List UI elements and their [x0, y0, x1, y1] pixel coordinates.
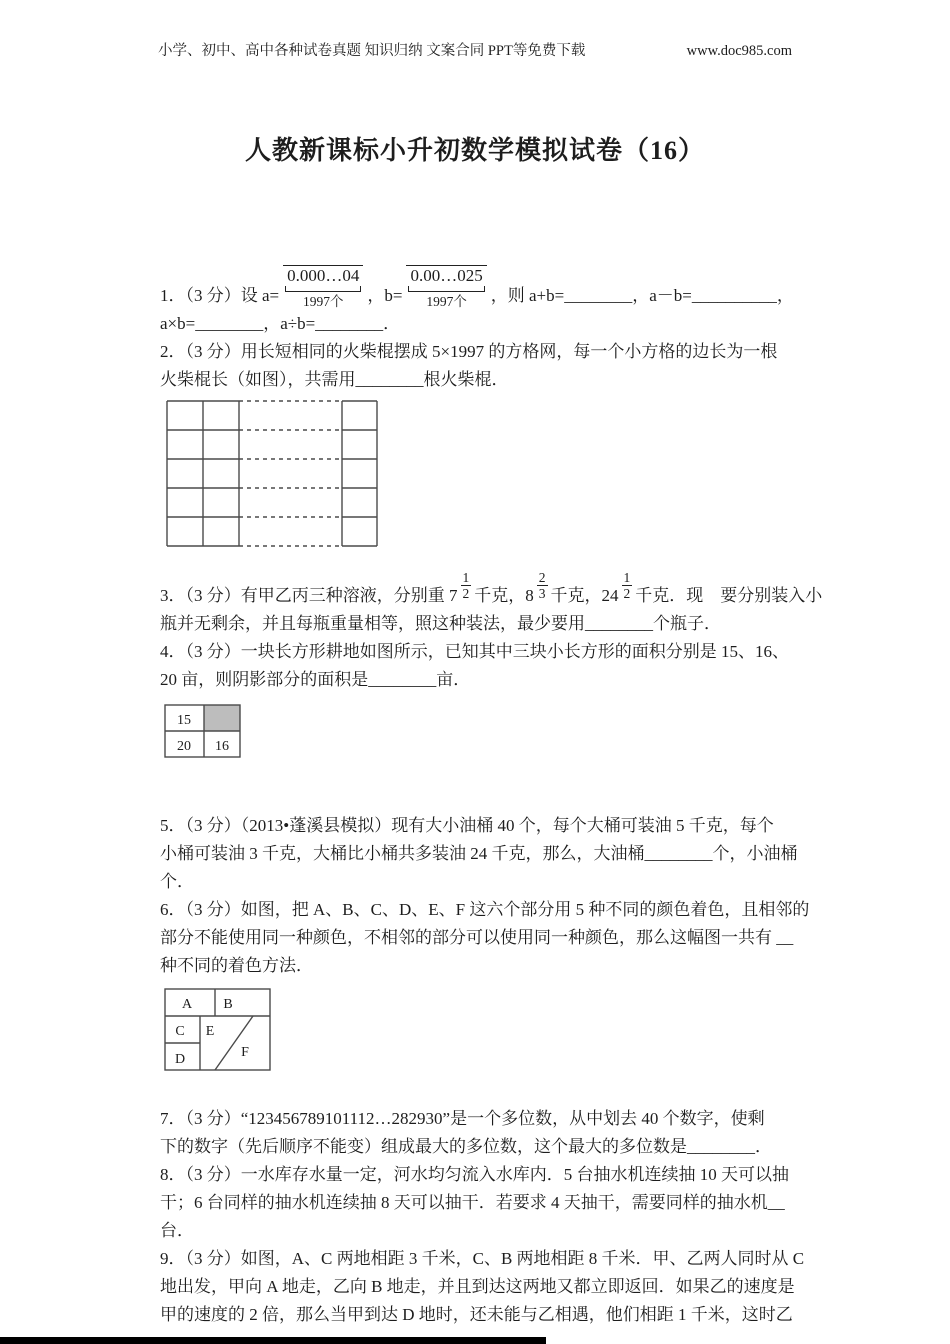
page-bottom-edge	[0, 1337, 546, 1344]
region-label-a: A	[181, 997, 193, 1012]
question-5-line-1: 5．（3 分）（2013•蓬溪县模拟）现有大小油桶 40 个，每个大桶可装油 5 千克，每个	[160, 816, 774, 835]
numerator: 1	[623, 570, 631, 585]
denominator: 2	[462, 586, 470, 601]
question-6	[160, 896, 825, 1081]
underbrace-icon	[285, 286, 361, 292]
denominator: 3	[538, 586, 546, 601]
region-label-d: D	[174, 1052, 186, 1067]
question-3-line-2: 瓶并无剩余，并且每瓶重量相等，照这种装法，最少要用________个瓶子．	[160, 614, 721, 633]
shaded-cell	[204, 705, 240, 731]
q1-value-a-count: 1997个	[303, 294, 344, 309]
q1-value-a	[283, 265, 363, 310]
question-6-line-1: 6．（3 分）如图，把 A、B、C、D、E、F 这六个部分用 5 种不同的颜色着色，且相邻的	[160, 900, 810, 919]
color-regions-figure	[164, 988, 825, 1081]
question-4-line-2: 20 亩，则阴影部分的面积是________亩．	[160, 670, 471, 689]
question-7-line-1: 7．（3 分）“123456789101112…282930”是一个多位数，从中划去 40 个数字，使剩	[160, 1109, 765, 1128]
fraction-one-half	[461, 570, 472, 601]
q1-value-a-number: 0.000…04	[283, 265, 363, 286]
site-url: www.doc985.com	[686, 43, 792, 59]
question-9-line-3: 甲的速度的 2 倍，那么当甲到达 D 地时，还未能与乙相遇，他们相距 1 千米，这时乙	[160, 1305, 793, 1324]
question-1-line-1	[160, 265, 825, 310]
numerator: 1	[462, 570, 470, 585]
question-3-line-1	[160, 570, 825, 610]
question-8-line-3: 台．	[160, 1221, 194, 1240]
q1-mid: ，b=	[367, 286, 403, 305]
q1-value-b-number: 0.00…025	[406, 265, 486, 286]
q3-seg1: 3．（3 分）有甲乙丙三种溶液，分别重 7	[160, 586, 458, 605]
q1-prefix: 1．（3 分）设 a=	[160, 286, 280, 305]
question-6-line-2: 部分不能使用同一种颜色，不相邻的部分可以使用同一种颜色，那么这幅图一共有 __	[160, 928, 794, 947]
question-3	[160, 570, 825, 638]
question-7	[160, 1105, 825, 1161]
exam-title: 人教新课标小升初数学模拟试卷（16）	[244, 136, 705, 165]
numerator: 2	[538, 570, 546, 585]
question-5-line-3: 个．	[160, 872, 194, 891]
question-4	[160, 638, 825, 768]
exam-body	[160, 265, 825, 1329]
question-8-line-1: 8．（3 分）一水库存水量一定，河水均匀流入水库内．5 台抽水机连续抽 10 天可以抽	[160, 1165, 789, 1184]
q1-value-b-count: 1997个	[426, 294, 467, 309]
area-20: 20	[177, 739, 191, 754]
region-label-c: C	[175, 1024, 185, 1039]
header-tagline: 小学、初中、高中各种试卷真题 知识归纳 文案合同 PPT等免费下载	[158, 43, 586, 59]
q3-seg3: 千克，24	[550, 586, 619, 605]
question-8	[160, 1161, 825, 1245]
question-9-line-2: 地出发，甲向 A 地走，乙向 B 地走，并且到达这两地又都立即返回．如果乙的速度是	[160, 1277, 795, 1296]
question-7-line-2: 下的数字（先后顺序不能变）组成最大的多位数，这个最大的多位数是________．	[160, 1137, 772, 1156]
area-16: 16	[215, 739, 229, 754]
q1-value-b	[406, 265, 486, 310]
q3-seg4: 千克．现 要分别装入小	[635, 586, 823, 605]
region-label-b: B	[223, 997, 233, 1012]
fraction-one-half	[622, 570, 633, 601]
page-header	[158, 42, 792, 60]
question-2-line-2: 火柴棍长（如图），共需用________根火柴棍．	[160, 370, 509, 389]
matchstick-grid-figure	[166, 400, 825, 556]
question-8-line-2: 干；6 台同样的抽水机连续抽 8 天可以抽干．若要求 4 天抽干，需要同样的抽水机__	[160, 1193, 785, 1212]
question-9	[160, 1245, 825, 1329]
area-15: 15	[177, 713, 191, 728]
question-1-line-2: a×b=________，a÷b=________．	[160, 314, 401, 333]
region-label-f: F	[241, 1045, 249, 1060]
question-2-line-1: 2．（3 分）用长短相同的火柴棍摆成 5×1997 的方格网，每一个小方格的边长为一根	[160, 342, 778, 361]
region-label-e: E	[205, 1024, 215, 1039]
underbrace-icon	[408, 286, 484, 292]
area-table-figure	[164, 704, 825, 768]
question-1	[160, 265, 825, 338]
q1-suffix: ，则 a+b=________，a－b=__________，	[490, 286, 794, 305]
question-5	[160, 812, 825, 896]
denominator: 2	[623, 586, 631, 601]
question-4-line-1: 4．（3 分）一块长方形耕地如图所示，已知其中三块小长方形的面积分别是 15、16、	[160, 642, 789, 661]
fraction-two-thirds	[537, 570, 548, 601]
question-6-line-3: 种不同的着色方法．	[160, 956, 313, 975]
q3-seg2: 千克，8	[474, 586, 534, 605]
question-9-line-1: 9．（3 分）如图，A、C 两地相距 3 千米，C、B 两地相距 8 千米．甲、乙两人同时从 C	[160, 1249, 805, 1268]
question-5-line-2: 小桶可装油 3 千克，大桶比小桶共多装油 24 千克，那么，大油桶________个，小油桶	[160, 844, 798, 863]
question-2	[160, 338, 825, 556]
